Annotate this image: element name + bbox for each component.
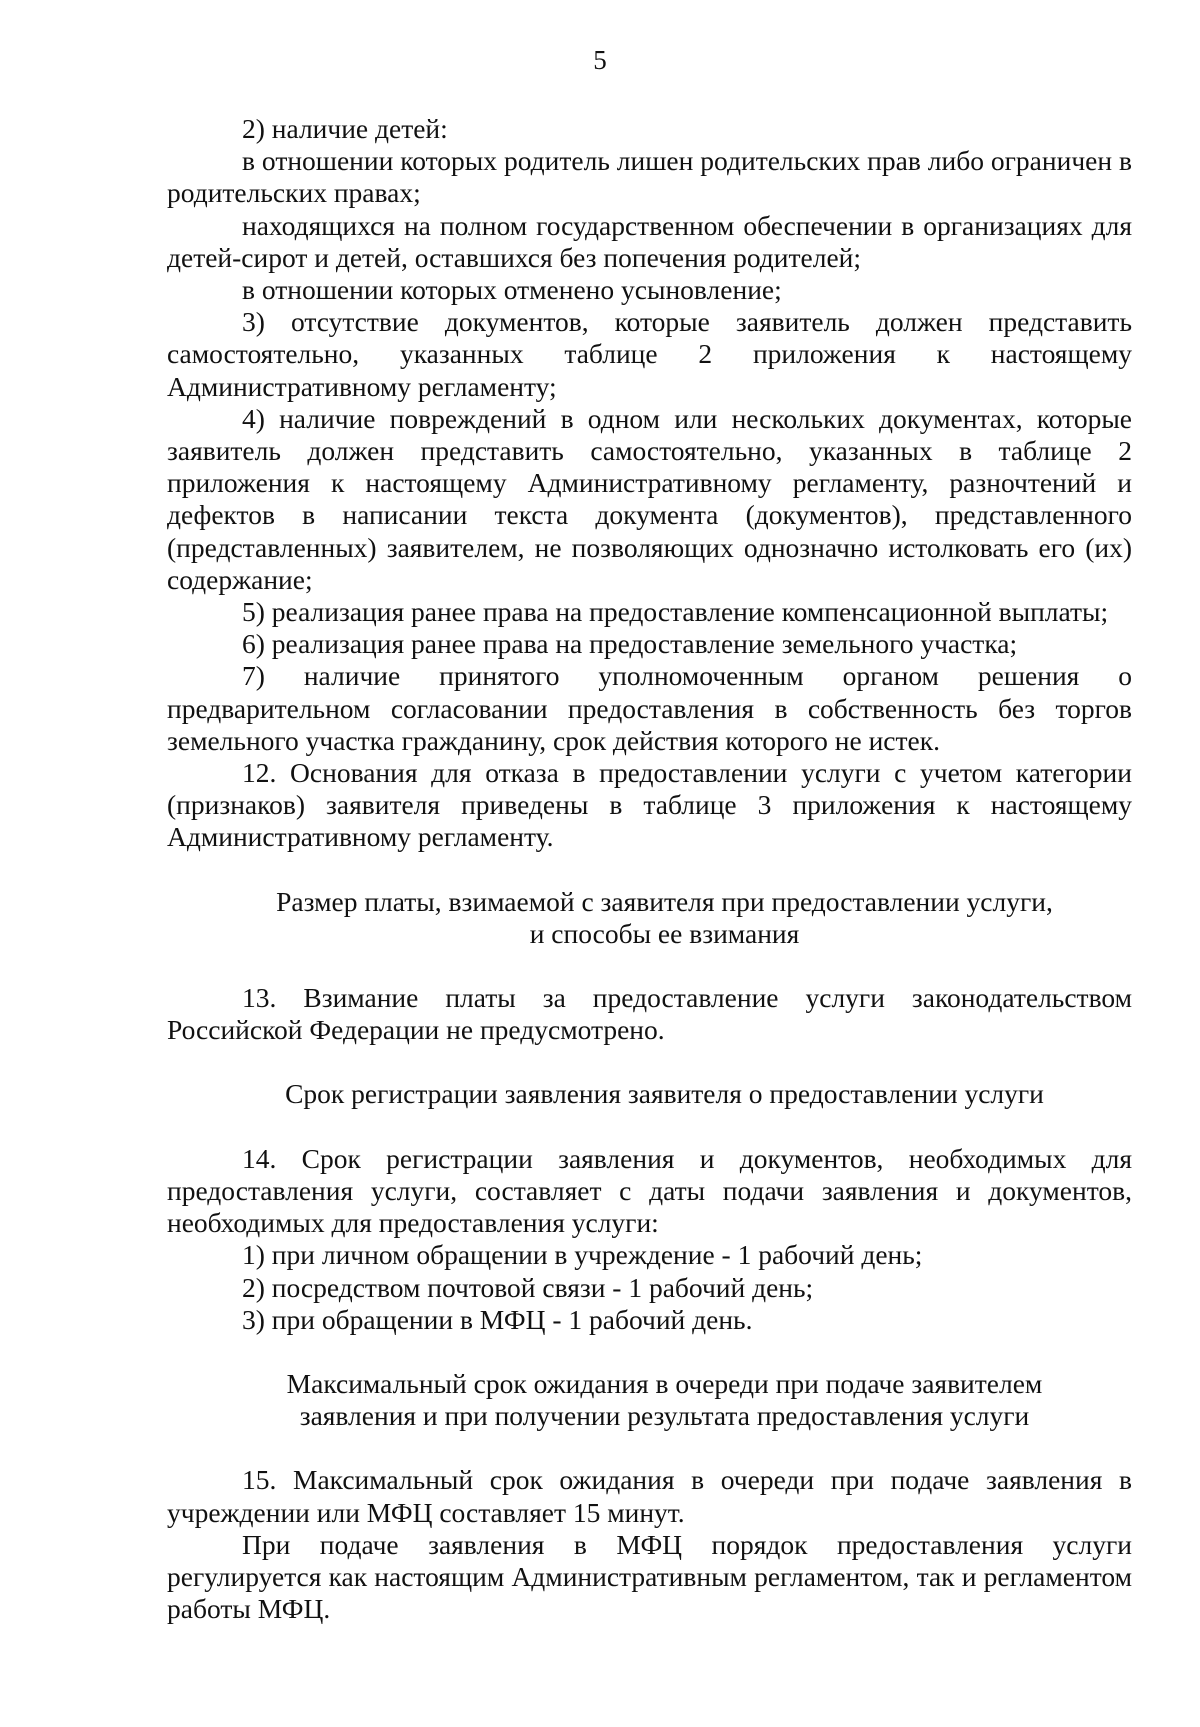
paragraph: 3) отсутствие документов, которые заявитель должен представить самостоятельно, указанных таблице 2 приложения к настоящему Административному регламенту; — [167, 306, 1132, 402]
heading-line: и способы ее взимания — [529, 917, 800, 949]
document-body — [167, 113, 1132, 1625]
page-number: 5 — [593, 45, 607, 75]
paragraph: 15. Максимальный срок ожидания в очереди при подаче заявления в учреждении или МФЦ составляет 15 минут. — [167, 1464, 1132, 1528]
paragraph: в отношении которых родитель лишен родительских прав либо ограничен в родительских правах; — [167, 145, 1132, 209]
paragraph: 6) реализация ранее права на предоставление земельного участка; — [242, 628, 1018, 660]
heading-line: Максимальный срок ожидания в очереди при подаче заявителем — [286, 1367, 1043, 1399]
paragraph: При подаче заявления в МФЦ порядок предоставления услуги регулируется как настоящим Административным регламентом, так и регламентом работы МФЦ. — [167, 1528, 1132, 1625]
paragraph: 2) наличие детей: — [242, 113, 448, 144]
paragraph: 2) посредством почтовой связи - 1 рабочий день; — [242, 1271, 814, 1303]
paragraph: 14. Срок регистрации заявления и документов, необходимых для предоставления услуги, составляет с даты подачи заявления и документов, необходимых для предоставления услуги: — [167, 1142, 1132, 1239]
paragraph: 4) наличие повреждений в одном или нескольких документах, которые заявитель должен представить самостоятельно, указанных в таблице 2 приложения к настоящему Административному регламенту, разночтений и дефектов в написании текста документа (документов), представленного (представленных) заявителем, не позволяющих однозначно истолковать его (их) содержание; — [167, 402, 1132, 595]
paragraph: 13. Взимание платы за предоставление услуги законодательством Российской Федерации не предусмотрено. — [167, 982, 1132, 1046]
section-heading-queue — [167, 1368, 1132, 1432]
heading-line: заявления и при получении результата предоставления услуги — [299, 1400, 1030, 1432]
section-heading-fee — [167, 886, 1132, 950]
heading-line: Срок регистрации заявления заявителя о предоставлении услуги — [285, 1078, 1044, 1110]
section-heading-registration — [167, 1078, 1132, 1110]
heading-line: Размер платы, взимаемой с заявителя при предоставлении услуги, — [276, 885, 1053, 917]
paragraph: 7) наличие принятого уполномоченным органом решения о предварительном согласовании предоставления в собственность без торгов земельного участка гражданину, срок действия которого не истек. — [167, 660, 1132, 756]
paragraph: 3) при обращении в МФЦ - 1 рабочий день. — [242, 1303, 753, 1335]
paragraph: 1) при личном обращении в учреждение - 1 рабочий день; — [242, 1239, 923, 1271]
paragraph: 12. Основания для отказа в предоставлении услуги с учетом категории (признаков) заявителя приведены в таблице 3 приложения к настоящему Административному регламенту. — [167, 757, 1132, 853]
paragraph: в отношении которых отменено усыновление; — [242, 274, 782, 306]
paragraph: 5) реализация ранее права на предоставление компенсационной выплаты; — [242, 596, 1109, 628]
paragraph: находящихся на полном государственном обеспечении в организациях для детей-сирот и детей, оставшихся без попечения родителей; — [167, 209, 1132, 273]
